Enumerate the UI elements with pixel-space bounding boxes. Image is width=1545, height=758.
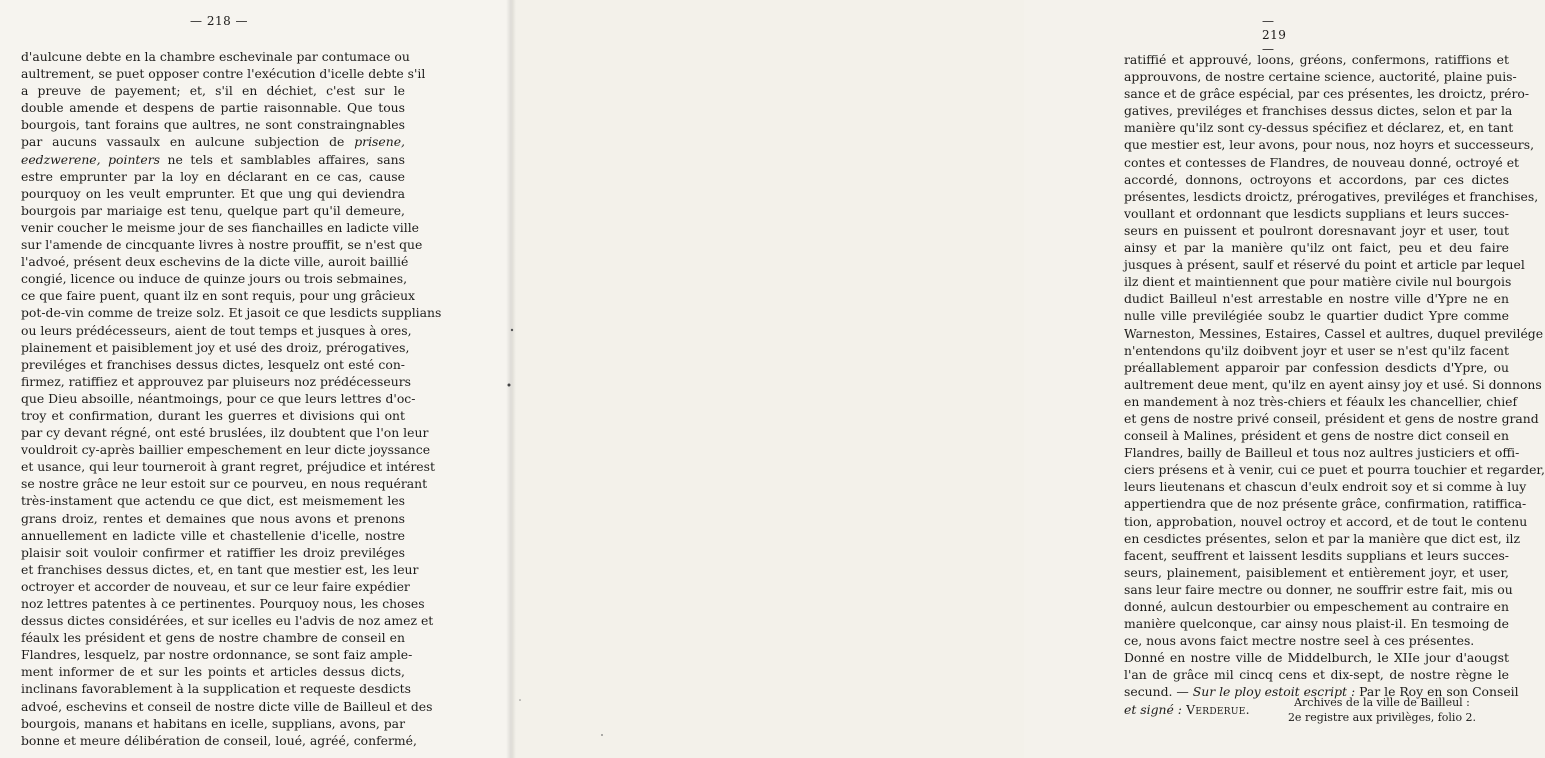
text-line: plaisir soit vouloir confirmer et ratiffier les droiz previléges [21, 544, 405, 560]
text-run: Par le Roy en son Conseil [1355, 684, 1519, 700]
text-line: jusques à présent, saulf et réservé du point et article par lequel [1124, 257, 1525, 273]
text-line: facent, seuffrent et laissent lesdits supplians et leurs succes- [1124, 547, 1509, 563]
text-line: sur l'amende de cincquante livres à nostre prouffit, se n'est que [21, 237, 423, 253]
left-page-number: — 218 — [190, 14, 249, 28]
text-line: préallablement apparoir par confession desdicts d'Ypre, ou [1124, 359, 1509, 375]
text-line: donné, aulcun destourbier ou empeschement au contraire en [1124, 599, 1509, 614]
left-page-text [21, 48, 442, 749]
text-line: manière quelconque, car ainsy nous plaist-il. En tesmoing de [1124, 616, 1509, 632]
text-line: bourgois, tant forains que aultres, ne sont constraingnables [21, 117, 405, 133]
text-run: prisene, [354, 134, 405, 150]
text-line: accordé, donnons, octroyons et accordons, par ces dictes [1124, 171, 1509, 187]
text-line: ce que faire puent, quant ilz en sont requis, pour ung grâcieux [21, 288, 416, 304]
text-line: bourgois par mariaige est tenu, quelque part qu'il demeure, [21, 202, 405, 218]
text-line: en cesdictes présentes, selon et par la manière que dict est, ilz [1124, 530, 1521, 546]
text-line: inclinans favorablement à la supplication et requeste desdicts [21, 681, 411, 697]
text-line: grans droiz, rentes et demaines que nous avons et prenons [21, 510, 405, 526]
text-line: ainsy et par la manière qu'ilz ont faict, peu et deu faire [1124, 240, 1509, 256]
text-line: Flandres, bailly de Bailleul et tous noz aultres justiciers et offi- [1124, 445, 1520, 461]
text-line: vouldroit cy-après baillier empeschement en leur dicte joyssance [21, 442, 431, 458]
right-page-text [1124, 51, 1545, 718]
text-line: gatives, previléges et franchises dessus dictes, selon et par la [1124, 103, 1513, 119]
text-line: par cy devant régné, ont esté bruslées, ilz doubtent que l'on leur [21, 425, 429, 441]
text-line: pourquoy on les veult emprunter. Et que ung qui deviendra [21, 185, 405, 201]
text-line: Flandres, lesquelz, par nostre ordonnance, se sont faiz ample- [21, 647, 413, 663]
text-line: firmez, ratiffiez et approuvez par pluiseurs noz prédécesseurs [21, 373, 412, 389]
text-line: approuvons, de nostre certaine science, auctorité, plaine puis- [1124, 69, 1517, 85]
right-page [512, 0, 1545, 758]
text-line: pot-de-vin comme de treize solz. Et jasoit ce que lesdicts supplians [21, 305, 442, 321]
text-line: annuellement en ladicte ville et chastellenie d'icelle, nostre [21, 527, 405, 543]
text-line: appertiendra que de noz présente grâce, confirmation, ratiffica- [1124, 496, 1527, 512]
text-line: bourgois, manans et habitans en icelle, supplians, avons, par [21, 715, 405, 731]
text-line: advoé, eschevins et conseil de nostre dicte ville de Bailleul et des [21, 698, 433, 714]
text-line: ilz dient et maintiennent que pour matière civile nul bourgois [1124, 274, 1512, 290]
text-line: féaulx les président et gens de nostre chambre de conseil en [21, 630, 405, 646]
text-run: par aucuns vassaulx en aulcune subjection de [21, 134, 355, 150]
book-gutter [506, 0, 516, 758]
text-run: eedzwerene, pointers [21, 151, 161, 167]
text-line: et usance, qui leur tourneroit à grant regret, préjudice et intérest [21, 459, 435, 475]
text-line: l'an de grâce mil cincq cens et dix-sept, de nostre règne le [1124, 667, 1509, 683]
text-line: ment informer de et sur les points et articles dessus dicts, [21, 664, 405, 680]
text-run: secund. — [1124, 684, 1193, 700]
text-line: présentes, lesdicts droictz, prérogatives, previléges et franchises, [1124, 188, 1539, 204]
text-line: conseil à Malines, président et gens de nostre dict conseil en [1124, 428, 1509, 444]
text-line: en mandement à noz très-chiers et féaulx les chancellier, chief [1124, 393, 1518, 409]
text-line: l'advoé, présent deux eschevins de la dicte ville, auroit baillié [21, 254, 409, 270]
text-line: plainement et paisiblement joy et usé des droiz, prérogatives, [21, 339, 410, 355]
text-line: aultrement, se puet opposer contre l'exécution d'icelle debte s'il [21, 66, 426, 82]
text-run: Sur le ploy estoit escript : [1192, 684, 1356, 700]
text-line: très-instament que actendu ce que dict, est meismement les [21, 493, 405, 509]
text-line: sans leur faire mectre ou donner, ne souffrir estre fait, mis ou [1124, 581, 1513, 597]
text-line [21, 151, 405, 168]
archive-source-line-2: 2e registre aux privilèges, folio 2. [1287, 711, 1477, 724]
text-line: sance et de grâce espécial, par ces présentes, les droictz, préro- [1124, 86, 1530, 102]
text-line: venir coucher le meisme jour de ses fianchailles en ladicte ville [21, 219, 419, 235]
text-line: se nostre grâce ne leur estoit sur ce pourveu, en nous requérant [21, 476, 428, 492]
text-line: bonne et meure délibération de conseil, loué, agréé, confermé, [21, 732, 417, 748]
right-page-number: — 219 — [1262, 14, 1287, 56]
archive-source-note [1267, 695, 1497, 725]
text-line: manière qu'ilz sont cy-dessus spécifiez et déclarez, et, en tant [1124, 120, 1514, 136]
text-line: contes et contesses de Flandres, de nouveau donné, octroyé et [1124, 154, 1519, 170]
text-run: ne tels et samblables affaires, sans [160, 151, 405, 167]
text-line: et franchises dessus dictes, et, en tant que mestier est, les leur [21, 561, 419, 577]
text-line: estre emprunter par la loy en déclarant en ce cas, cause [21, 168, 405, 184]
text-line: double amende et despens de partie raisonnable. Que tous [21, 100, 405, 116]
text-line: previléges et franchises dessus dictes, lesquelz ont esté con- [21, 356, 405, 372]
text-line: ce, nous avons faict mectre nostre seel à ces présentes. [1124, 633, 1475, 649]
text-line: seurs, plainement, paisiblement et entièrement joyr, et user, [1124, 564, 1509, 580]
text-run: et signé : [1124, 701, 1182, 717]
text-line: dudict Bailleul n'est arrestable en nostre ville d'Ypre ne en [1124, 291, 1509, 307]
text-line: troy et confirmation, durant les guerres et divisions qui ont [21, 407, 405, 423]
text-line: d'aulcune debte en la chambre eschevinale par contumace ou [21, 49, 410, 64]
text-line [21, 133, 405, 150]
text-line: tion, approbation, nouvel octroy et accord, et de tout le contenu [1124, 513, 1528, 529]
text-line: ciers présens et à venir, cui ce puet et pourra touchier et regarder, [1124, 462, 1545, 478]
text-line: congié, licence ou induce de quinze jours ou trois sebmaines, [21, 271, 408, 287]
text-run: Verderue. [1181, 701, 1250, 717]
text-line: et gens de nostre privé conseil, président et gens de nostre grand [1124, 410, 1539, 426]
text-line: noz lettres patentes à ce pertinentes. Pourquoy nous, les choses [21, 596, 425, 611]
text-line: seurs en puissent et poulront doresnavant joyr et user, tout [1124, 222, 1509, 238]
archive-source-line-1: Archives de la ville de Bailleul : [1294, 696, 1470, 709]
left-page [0, 0, 512, 758]
text-line: que Dieu absoille, néantmoings, pour ce que leurs lettres d'oc- [21, 390, 416, 406]
text-line: nulle ville previlégiée soubz le quartier dudict Ypre comme [1124, 308, 1509, 324]
text-line: ou leurs prédécesseurs, aient de tout temps et jusques à ores, [21, 322, 412, 338]
text-line: octroyer et accorder de nouveau, et sur ce leur faire expédier [21, 578, 410, 594]
text-line: ratiffié et approuvé, loons, gréons, confermons, ratiffions et [1124, 52, 1509, 67]
text-line: Donné en nostre ville de Middelburch, le XIIe jour d'aougst [1124, 650, 1509, 666]
text-line: voullant et ordonnant que lesdicts supplians et leurs succes- [1124, 205, 1509, 221]
text-line: a preuve de payement; et, s'il en déchiet, c'est sur le [21, 83, 405, 99]
text-line: Warneston, Messines, Estaires, Cassel et aultres, duquel previlége [1124, 325, 1544, 341]
text-line: que mestier est, leur avons, pour nous, noz hoyrs et successeurs, [1124, 137, 1535, 153]
text-line: leurs lieutenans et chascun d'eulx endroit soy et si comme à luy [1124, 479, 1527, 495]
text-line: dessus dictes considérées, et sur icelles eu l'advis de noz amez et [21, 613, 434, 629]
text-line: n'entendons qu'ilz doibvent joyr et user se n'est qu'ilz facent [1124, 342, 1509, 358]
text-line: aultrement deue ment, qu'ilz en ayent ainsy joy et usé. Si donnons [1124, 376, 1542, 392]
